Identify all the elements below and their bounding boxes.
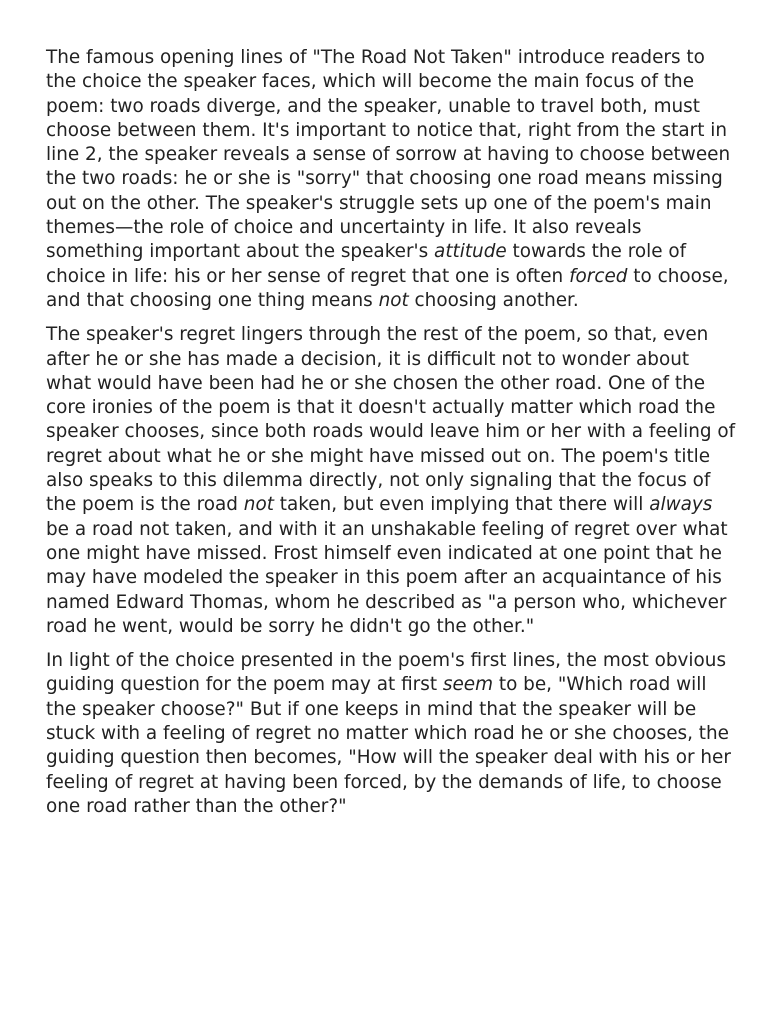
paragraph-2-text: taken, but even implying that there will <box>273 494 650 516</box>
paragraph-1-text: The famous opening lines of "The Road Not Taken" introduce readers to the choice the speaker faces, which will become the main focus of the poem: two roads diverge, and the speaker, unable to travel both, must choose between them. It's important to notice that, right from the start in line 2, the speaker reveals a sense of sorrow at having to choose between the two roads: he or she is "sorry" that choosing one road means missing out on the other. The speaker's struggle sets up one of the poem's main themes—the role of choice and uncertainty in life. It also reveals something important about the speaker's <box>46 47 731 263</box>
paragraph-1-text: to choose, and that choosing one thing means <box>46 265 729 311</box>
paragraph-2-text: The speaker's regret lingers through the rest of the poem, so that, even after he or she has made a decision, it is difficult not to wonder about what would have been had he or she chosen the other road. One of the core ironies of the poem is that it doesn't actually matter which road the speaker chooses, since both roads would leave him or her with a feeling of regret about what he or she might have missed out on. The poem's title also speaks to this dilemma directly, not only signaling that the focus of the poem is the road <box>46 324 736 516</box>
paragraph-2-text: be a road not taken, and with it an unshakable feeling of regret over what one might have missed. Frost himself even indicated at one point that he may have modeled the speaker in this poem after an acquaintance of his named Edward Thomas, whom he described as "a person who, whichever road he went, would be sorry he didn't go the other." <box>46 518 728 637</box>
paragraph-3-text: In light of the choice presented in the poem's first lines, the most obvious guiding question for the poem may at first <box>46 650 727 696</box>
italic-not: not <box>243 494 274 516</box>
document-body <box>46 46 736 829</box>
paragraph-1-text: towards the role of choice in life: his or her sense of regret that one is often <box>46 241 687 287</box>
paragraph-1 <box>46 46 736 313</box>
italic-forced: forced <box>569 265 628 287</box>
italic-attitude: attitude <box>434 241 507 263</box>
paragraph-2 <box>46 323 736 639</box>
paragraph-3-text: to be, "Which road will the speaker choose?" But if one keeps in mind that the speaker will be stuck with a feeling of regret no matter which road he or she chooses, the guiding question then becomes, "How will the speaker deal with his or her feeling of regret at having been forced, by the demands of life, to choose one road rather than the other?" <box>46 674 731 817</box>
italic-seem: seem <box>442 674 494 696</box>
italic-always: always <box>649 494 713 516</box>
paragraph-1-text: choosing another. <box>408 289 579 311</box>
italic-not: not <box>378 289 409 311</box>
paragraph-3 <box>46 649 736 819</box>
